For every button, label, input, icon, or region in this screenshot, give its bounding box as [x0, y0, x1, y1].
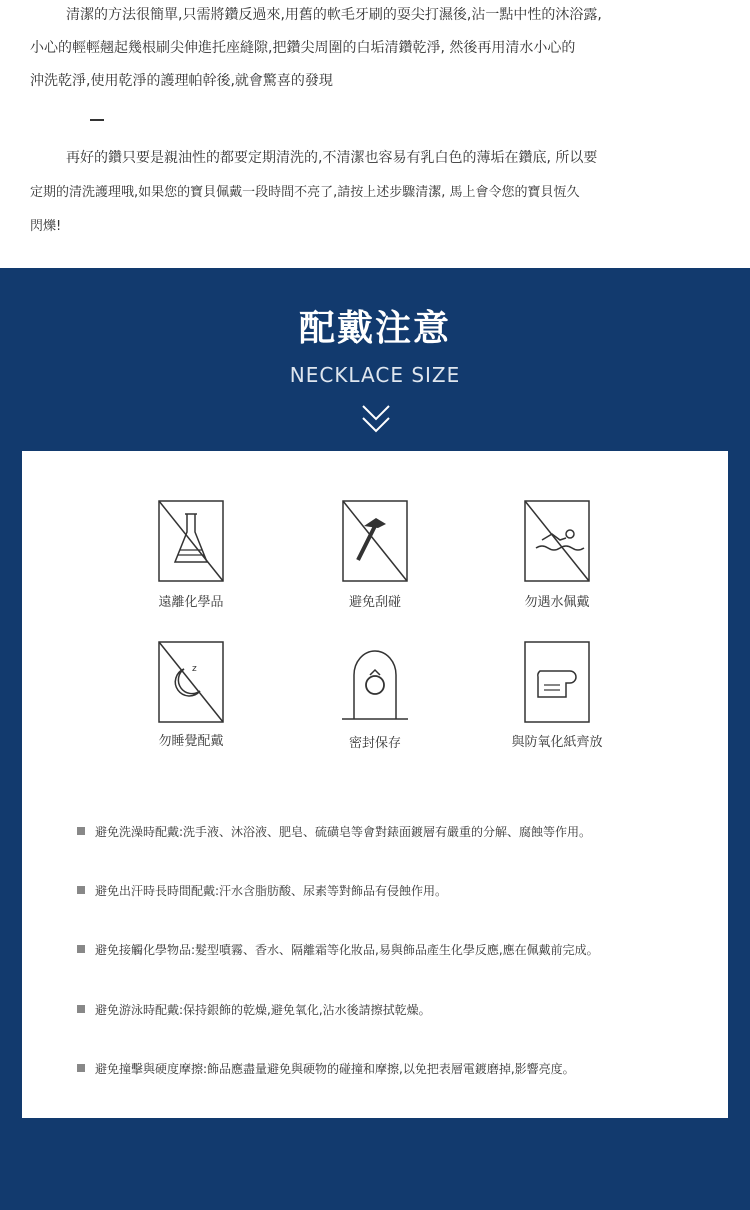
rule-text: 避免出汗時長時間配戴:汗水含脂肪酸、尿素等對飾品有侵蝕作用。 [95, 884, 448, 898]
intro-line: 再好的鑽只要是親油性的都要定期清洗的,不清潔也容易有乳白色的薄垢在鑽底, 所以要 [66, 150, 598, 166]
notes-card [22, 451, 728, 1118]
rule-item [77, 1060, 717, 1078]
no-swimming-icon [524, 500, 590, 582]
no-sleeping-icon [158, 641, 224, 723]
rule-text: 避免撞擊與硬度摩擦:飾品應盡量避免與硬物的碰撞和摩擦,以免把表層電鍍磨掉,影響亮度。 [95, 1062, 575, 1076]
bullet-square-icon [77, 945, 85, 953]
icon-label: 密封保存 [348, 736, 401, 751]
intro-line: 定期的清洗護理哦,如果您的寶貝佩戴一段時間不亮了,請按上述步驟清潔, 馬上會令您的寶貝恆久 [30, 185, 580, 200]
rule-item [77, 941, 717, 959]
double-chevron-down-icon [361, 402, 391, 436]
rule-text: 避免游泳時配戴:保持銀飾的乾燥,避免氧化,沾水後請擦拭乾燥。 [95, 1003, 431, 1017]
divider-dash [90, 119, 104, 121]
icon-label: 與防氧化紙齊放 [511, 735, 603, 750]
sealed-storage-icon [342, 641, 408, 723]
anti-oxidation-paper-icon [524, 641, 590, 723]
icon-label: 勿遇水佩戴 [524, 595, 590, 610]
maintenance-paragraph [30, 143, 720, 242]
intro-line: 閃爍! [30, 219, 62, 234]
section-title: 配戴注意 [298, 308, 451, 349]
section-subtitle: NECKLACE SIZE [289, 363, 461, 387]
bullet-square-icon [77, 1005, 85, 1013]
bullet-square-icon [77, 886, 85, 894]
intro-line: 清潔的方法很簡單,只需將鑽反過來,用舊的軟毛牙刷的耍尖打濕後,沾一點中性的沐浴露, [66, 7, 602, 23]
rule-text: 避免接觸化學物品:髮型噴霧、香水、隔離霜等化妝品,易與飾品產生化學反應,應在佩戴前完成。 [95, 943, 599, 957]
bullet-square-icon [77, 1064, 85, 1072]
rule-item [77, 882, 717, 900]
intro-line: 沖洗乾淨,使用乾淨的護理帕幹後,就會驚喜的發現 [30, 73, 333, 89]
rule-text: 避免洗澡時配戴:洗手液、沐浴液、肥皂、硫磺皂等會對錶面鍍層有嚴重的分解、腐蝕等作用。 [95, 825, 592, 839]
no-hammer-icon [342, 500, 408, 582]
icon-label: 勿睡覺配戴 [158, 734, 224, 749]
no-chemicals-icon [158, 500, 224, 582]
svg-text:z: z [192, 664, 197, 674]
intro-line: 小心的輕輕翹起幾根刷尖伸進托座縫隙,把鑽尖周圍的白垢清鑽乾淨, 然後再用清水小心的 [30, 40, 576, 56]
bullet-square-icon [77, 827, 85, 835]
icon-label: 遠離化學品 [158, 595, 224, 610]
rule-item [77, 1001, 717, 1019]
intro-section [0, 0, 750, 268]
icon-label: 避免刮碰 [348, 595, 401, 610]
cleaning-paragraph [30, 0, 720, 97]
rule-item [77, 823, 717, 841]
